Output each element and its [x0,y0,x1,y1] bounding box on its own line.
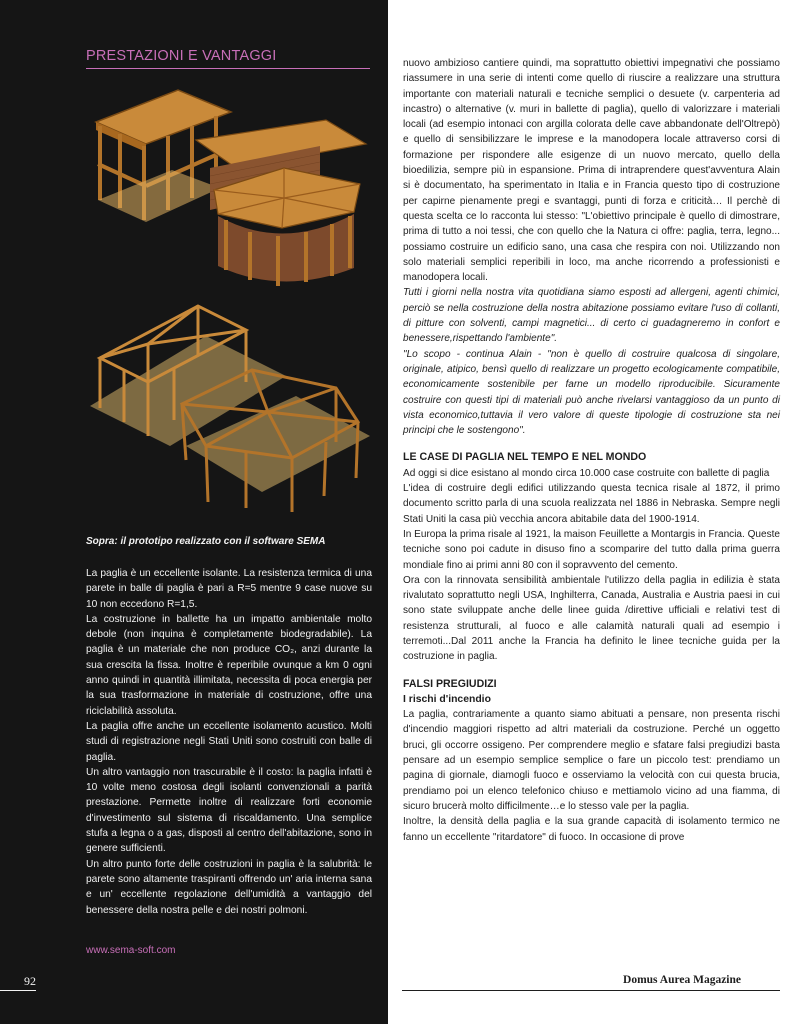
left-column [0,0,388,1024]
timber-frame-render-bottom [86,296,372,516]
footer-rule-right [402,990,780,991]
quote-paragraph: Tutti i giorni nella nostra vita quotidiana siamo esposti ad allergeni, agenti chimici, perciò se nella costruzione della nostra abitazione possiamo evitare l'uso di collanti, di pitture con solventi, campi magnetici... di certo ci guadagneremo in confort e benessere,rispettando l'ambiente". [403,287,780,345]
paragraph: L'idea di costruire degli edifici utilizzando questa tecnica risale al 1872, il primo documento scritto parla di una scuola realizzata nel 1886 in Nebraska. Sempre negli Stati Uniti la casa più vecchia ancora abitabile data del 1900-1914. [403,483,780,525]
website-link[interactable]: www.sema-soft.com [86,945,176,956]
magazine-name: Domus Aurea Magazine [623,974,741,986]
right-column [388,0,793,1024]
paragraph: La paglia offre anche un eccellente isolamento acustico. Molti studi di registrazione negli Stati Uniti sono costruiti con balle di paglia. [86,720,372,763]
paragraph: Un altro vantaggio non trascurabile è il costo: la paglia infatti è 10 volte meno costosa degli isolanti convenzionali a parità prestazione. Permette inoltre di realizzare forti economie d'investimento sul sistema di riscaldamento. Una semplice stufa a legna o a gas, disposti al centro dell'abitazione, sono in genere sufficienti. [86,766,372,855]
left-body-text [86,566,372,918]
section-title: PRESTAZIONI E VANTAGGI [86,48,370,69]
footer-rule-left [0,990,36,991]
paragraph: nuovo ambizioso cantiere quindi, ma soprattutto obiettivi impegnativi che possiamo riassumere in una serie di intenti come quello di riuscire a realizzare una struttura importante con materiali naturali e tecniche semplici o desuete (v. carpenteria ad incastro) o alternative (v. muri in ballette di paglia), quello di valorizzare i materiali locali (ad esempio intonaci con argilla colorata delle cave abbandonate dell'Oltrepò) e quello di sensibilizzare le imprese e la manodopera locale attraverso corsi di formazione per rispondere alle esigenze di un nuovo mercato, quello della bioedilizia, sempre più in espansione. Prima di intraprendere quest'avventura Alain si è documentato, ha sperimentato in Italia e in Francia questo tipo di costruzione per capirne pienamente pregi e svantaggi, punti di forza e criticità… Il perchè di questa scelta ce lo racconta lui stesso: "L'obiettivo principale è quello di dimostrare, prima di tutto a noi tessi, che con quello che la Natura ci offre: paglia, terra, legno... possiamo costruire un edificio sano, una casa che respira con noi. Utilizzando non solo materiali semplici reperibili in loco, ma anche ricorrendo a professionisti e manodopera locali. [403,58,780,284]
paragraph: Ora con la rinnovata sensibilità ambientale l'utilizzo della paglia in edilizia è stata rivalutato soprattutto negli USA, Inghilterra, Canada, Australia e Austria paesi in cui sono state sviluppate anche delle linee guida /direttive ufficiali e relativi test di resistenza strutturali, al fuoco e alle calamità naturali quali ad esempio i terremoti...Dal 2011 anche la Francia ha definito le linee tecniche guida per la costruzione in paglia. [403,574,780,663]
paragraph: La paglia, contrariamente a quanto siamo abituati a pensare, non presenta rischi d'incendio maggiori rispetto ad altri materiali da costruzione. Perché un oggetto bruci, gli occorre ossigeno. Per comprendere meglio e sfatare falsi pregiudizi basta pensare ad un esempio semplice semplice o fare un piccolo test: prendiamo un pagina di giornale, diamogli fuoco e osserviamo la velocità con cui questa brucia, prendiamo poi un elenco telefonico chiuso e mettiamolo vicino ad una fiamma, di sicuro brucerà molto difficilmente…e lo stesso vale per la paglia. [403,709,780,812]
section-heading: LE CASE DI PAGLIA NEL TEMPO E NEL MONDO [403,451,647,464]
page-number: 92 [24,974,36,988]
paragraph: Ad oggi si dice esistano al mondo circa 10.000 case costruite con ballette di paglia [403,467,770,479]
paragraph: La costruzione in ballette ha un impatto ambientale molto debole (non inquina è completamente biodegradabile). La paglia è un materiale che non produce CO₂, anzi durante la sua crescita la fissa. Inoltre è reperibile ovunque a km 0 ogni anno quindi in quantità illimitata, necessita di poca energia per la sua trasformazione in materiale di costruzione, offre una riciclabilità assoluta. [86,613,372,717]
paragraph: In Europa la prima risale al 1921, la maison Feuillette a Montargis in Francia. Queste tecniche sono poi cadute in disuso fino a scomparire del tutto dalla prima guerra mondiale fino ai primi anni 80 con il sopravvento del cemento. [403,528,780,571]
subsection-heading: I rischi d'incendio [403,693,491,705]
right-body-text [403,56,780,845]
image-caption: Sopra: il prototipo realizzato con il software SEMA [86,536,326,547]
quote-paragraph: "Lo scopo - continua Alain - "non è quello di costruire qualcosa di singolare, originale, atipico, bensì quello di realizzare un progetto ecologicamente compatibile, economicamente sostenibile per farne un modello riproducibile. Sicuramente costruire con questi tipi di materiali può anche rivelarsi vantaggioso da un punto di vista economico,tuttavia il vero valore di queste tipologie di costruzione sta nei principi che le sostengono". [403,348,780,437]
paragraph: La paglia è un eccellente isolante. La resistenza termica di una parete in balle di paglia è pari a R=5 mentre 9 case nuove su 10 non eccedono R=1,5. [86,568,372,610]
paragraph: Inoltre, la densità della paglia e la sua grande capacità di isolamento termico ne fanno un eccellente "ritardatore" di fuoco. In occasione di prove [403,816,780,843]
section-heading: FALSI PREGIUDIZI [403,677,497,690]
timber-frame-render-top [86,82,372,294]
paragraph: Un altro punto forte delle costruzioni in paglia è la salubrità: le parete sono altamente traspiranti offrendo un' aria interna sana e un' eccellente regolazione dell'umidità a vantaggio del benessere della nostra pelle e dei nostri polmoni. [86,858,372,916]
